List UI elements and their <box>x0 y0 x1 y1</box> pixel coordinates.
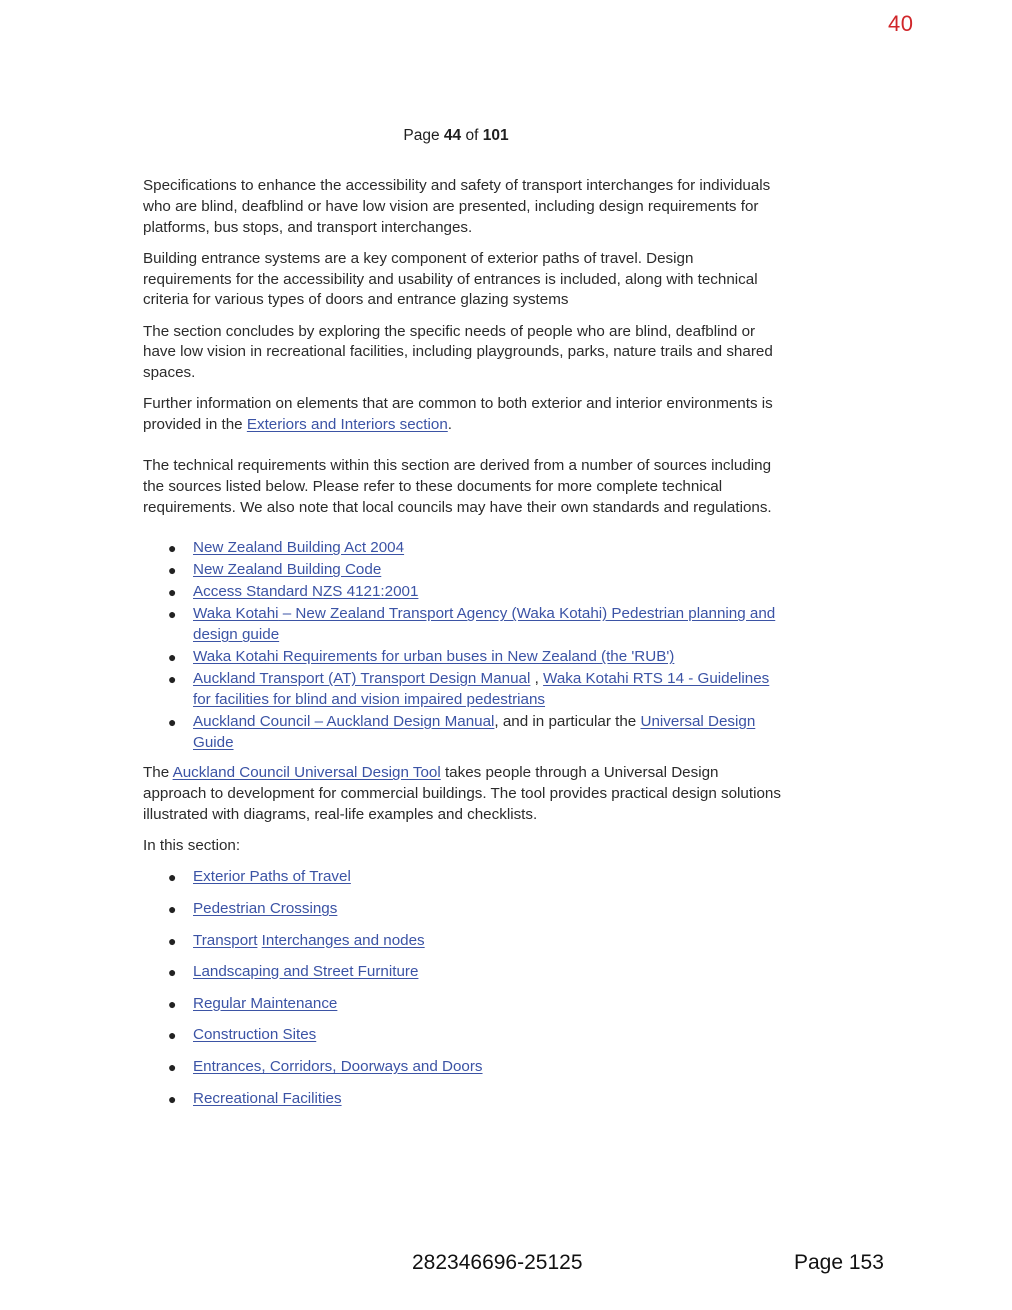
bullet-icon: ● <box>168 649 177 666</box>
section-list <box>143 867 783 1120</box>
further-info-text: Further information on elements that are common to both exterior and interior environments is provided in the <box>143 395 773 434</box>
reference-item <box>143 604 783 646</box>
design-tool-text-start: The <box>143 764 173 782</box>
intro-paragraph-recreation: The section concludes by exploring the specific needs of people who are blind, deafblind or have low vision in recreational facilities, including playgrounds, parks, nature trails and shared spaces. <box>143 322 773 382</box>
bullet-icon: ● <box>168 900 177 917</box>
page-stamp-number: 40 <box>888 11 914 36</box>
pedestrian-guide-link[interactable]: – New Zealand Transport Agency (Waka Kotahi) Pedestrian planning and design guide <box>193 605 776 644</box>
rub-link[interactable]: Waka Kotahi Requirements for urban buses in New Zealand (the 'RUB') <box>193 648 675 666</box>
bullet-icon: ● <box>168 1058 177 1075</box>
auckland-council-link[interactable]: Auckland Council <box>193 712 311 730</box>
section-item <box>143 1057 783 1089</box>
bullet-icon: ● <box>168 540 177 557</box>
landscaping-link[interactable]: Landscaping and Street Furniture <box>193 963 419 981</box>
universal-design-tool-link[interactable]: Auckland Council Universal Design Tool <box>172 764 441 782</box>
reference-item <box>143 712 783 754</box>
entrances-corridors-link[interactable]: Entrances, Corridors, Doorways and Doors <box>193 1057 483 1075</box>
universal-design-guide-link[interactable]: Universal Design Guide <box>193 712 756 751</box>
bullet-icon: ● <box>168 562 177 579</box>
bullet-icon: ● <box>168 869 177 886</box>
section-item <box>143 867 783 899</box>
section-item <box>143 899 783 931</box>
reference-list <box>143 538 783 753</box>
waka-kotahi-link[interactable]: Waka Kotahi <box>193 605 279 623</box>
transport-link[interactable]: Transport <box>193 931 258 949</box>
bullet-icon: ● <box>168 964 177 981</box>
access-standard-link[interactable]: Access Standard NZS 4121:2001 <box>193 583 419 601</box>
rts14-link[interactable]: Waka Kotahi RTS 14 - Guidelines for facilities for blind and vision impaired pedestrians <box>193 670 770 708</box>
bullet-icon: ● <box>168 1027 177 1044</box>
auckland-design-manual-link[interactable]: – Auckland Design Manual <box>310 712 495 730</box>
page-header-total: 101 <box>482 127 509 144</box>
construction-sites-link[interactable]: Construction Sites <box>193 1026 317 1044</box>
bullet-icon: ● <box>168 713 177 730</box>
footer-document-id: 282346696-25125 <box>412 1251 583 1274</box>
page-header <box>0 127 912 145</box>
section-item <box>143 1089 783 1121</box>
recreational-facilities-link[interactable]: Recreational Facilities <box>193 1089 342 1107</box>
intro-paragraph-further-info <box>143 394 783 436</box>
page-header-prefix: Page <box>403 127 444 144</box>
footer-page-number: Page 153 <box>794 1251 884 1274</box>
reference-separator: , <box>530 670 544 688</box>
technical-requirements-paragraph: The technical requirements within this section are derived from a number of sources including the sources listed below. Please refer to these documents for more complete technical requirements. We also note that local councils may have their own standards and regulations. <box>143 456 772 516</box>
reference-item <box>143 647 783 668</box>
exterior-paths-link[interactable]: Exterior Paths of Travel <box>193 868 351 886</box>
reference-item <box>143 560 783 581</box>
bullet-icon: ● <box>168 932 177 949</box>
bullet-icon: ● <box>168 671 177 688</box>
section-item <box>143 994 783 1026</box>
document-body <box>143 176 783 1120</box>
intro-paragraph-entrances: Building entrance systems are a key component of exterior paths of travel. Design requirements for the accessibility and usability of entrances is included, along with technical criteria for various types of doors and entrance glazing systems <box>143 249 758 309</box>
interchanges-nodes-link[interactable]: Interchanges and nodes <box>261 931 425 949</box>
design-tool-paragraph <box>143 763 783 825</box>
design-tool-text-end: takes people through a Universal Design approach to development for commercial buildings. The tool provides practical design solutions illustrated with diagrams, real-life examples and checklists. <box>143 764 781 824</box>
reference-item <box>143 669 783 711</box>
bullet-icon: ● <box>168 995 177 1012</box>
bullet-icon: ● <box>168 606 177 623</box>
intro-paragraph-transport: Specifications to enhance the accessibility and safety of transport interchanges for individuals who are blind, deafblind or have low vision are presented, including design requirements for platforms, bus stops, and transport interchanges. <box>143 177 771 236</box>
in-section-label: In this section: <box>143 837 241 855</box>
exteriors-interiors-link[interactable]: Exteriors and Interiors section <box>246 416 448 434</box>
reference-connector: , and in particular the <box>494 712 641 730</box>
regular-maintenance-link[interactable]: Regular Maintenance <box>193 994 338 1012</box>
further-info-end: . <box>447 416 452 434</box>
page-header-current: 44 <box>443 127 462 144</box>
section-item <box>143 1025 783 1057</box>
page-header-middle: of <box>461 127 483 144</box>
building-code-link[interactable]: New Zealand Building Code <box>193 561 382 579</box>
pedestrian-crossings-link[interactable]: Pedestrian Crossings <box>193 899 338 917</box>
reference-item <box>143 582 783 603</box>
section-item <box>143 931 783 963</box>
bullet-icon: ● <box>168 1090 177 1107</box>
at-design-manual-link[interactable]: Auckland Transport (AT) Transport Design Manual <box>193 670 531 688</box>
building-act-link[interactable]: New Zealand Building Act 2004 <box>193 539 405 557</box>
reference-item <box>143 538 783 559</box>
section-item <box>143 962 783 994</box>
bullet-icon: ● <box>168 584 177 601</box>
